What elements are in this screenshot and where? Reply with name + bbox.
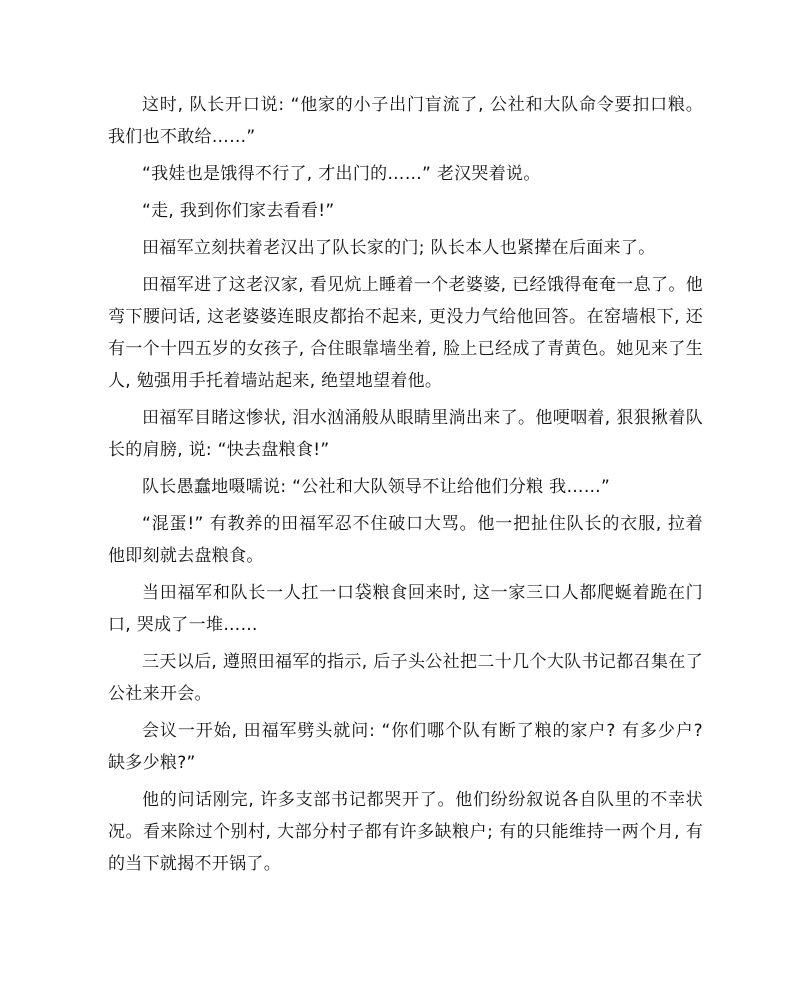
paragraph-12: 他的问话刚完, 许多支部书记都哭开了。他们纷纷叙说各自队里的不幸状况。看来除过个别村, 大部分村子都有许多缺粮户; 有的只能维持一两个月, 有的当下就揭不开锅了。 [108, 790, 703, 874]
paragraph-5: 田福军进了这老汉家, 看见炕上睡着一个老婆婆, 已经饿得奄奄一息了。他弯下腰问话, 这老婆婆连眼皮都抬不起来, 更没力气给他回答。在窑墙根下, 还有一个十四五岁的女孩子, 合住眼靠墙坐着, 脸上已经成了青黄色。她见来了生人, 勉强用手托着墙站起来, 绝望地望着他。 [108, 275, 703, 391]
paragraph-4: 田福军立刻扶着老汉出了队长家的门; 队长本人也紧撵在后面来了。 [142, 238, 656, 258]
paragraph-2: “我娃也是饿得不行了, 才出门的……” 老汉哭着说。 [142, 164, 541, 184]
paragraph-7: 队长愚蠢地嗫嚅说: “公社和大队领导不让给他们分粮 我……” [142, 477, 611, 497]
paragraph-9: 当田福军和队长一人扛一口袋粮食回来时, 这一家三口人都爬蜒着跪在门口, 哭成了一堆…… [108, 583, 703, 635]
document-body [108, 89, 703, 885]
paragraph-6: 田福军目睹这惨状, 泪水汹涌般从眼睛里淌出来了。他哽咽着, 狠狠揪着队长的肩膀, 说: “快去盘粮食!” [108, 408, 703, 460]
paragraph-10: 三天以后, 遵照田福军的指示, 后子头公社把二十几个大队书记都召集在了公社来开会。 [108, 652, 703, 704]
paragraph-1: 这时, 队长开口说: “他家的小子出门盲流了, 公社和大队命令要扣口粮。我们也不敢给……” [108, 95, 703, 147]
paragraph-3: “走, 我到你们家去看看!” [142, 201, 335, 221]
paragraph-8: “混蛋!” 有教养的田福军忍不住破口大骂。他一把扯住队长的衣服, 拉着他即刻就去盘粮食。 [108, 514, 703, 566]
paragraph-11: 会议一开始, 田福军劈头就问: “你们哪个队有断了粮的家户? 有多少户? 缺多少粮?” [108, 721, 703, 773]
